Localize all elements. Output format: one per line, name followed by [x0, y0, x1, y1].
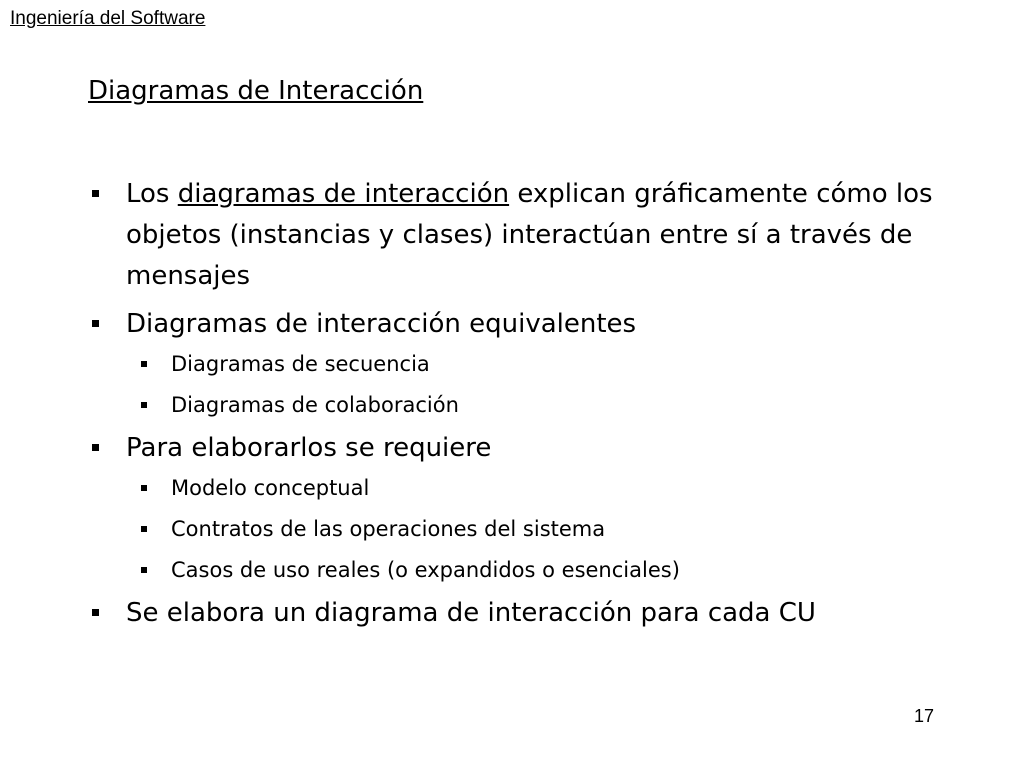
- square-bullet-icon: [141, 402, 147, 408]
- sub-bullet-item: [88, 390, 988, 421]
- bullet-text: Se elabora un diagrama de interacción para cada CU: [126, 598, 816, 628]
- bullet-item-equivalent-diagrams: [88, 304, 988, 345]
- sub-bullet-text: Modelo conceptual: [171, 476, 370, 500]
- course-header: Ingeniería del Software: [10, 8, 206, 29]
- bullet-emphasis: diagramas de interacción: [177, 179, 510, 209]
- bullet-item-definition: [88, 174, 988, 297]
- sub-bullet-item: [88, 555, 988, 586]
- square-bullet-icon: [141, 361, 147, 367]
- bullet-text: Para elaborarlos se requiere: [126, 433, 492, 463]
- sub-bullet-text: Diagramas de colaboración: [171, 393, 459, 417]
- square-bullet-icon: [92, 190, 99, 197]
- sub-bullet-item: [88, 349, 988, 380]
- sub-bullet-text: Contratos de las operaciones del sistema: [171, 517, 606, 541]
- square-bullet-icon: [141, 526, 147, 532]
- slide-title: Diagramas de Interacción: [88, 76, 424, 106]
- bullet-item-per-use-case: [88, 593, 988, 634]
- square-bullet-icon: [141, 567, 147, 573]
- square-bullet-icon: [92, 444, 99, 451]
- sub-bullet-item: [88, 514, 988, 545]
- square-bullet-icon: [92, 320, 99, 327]
- page-number: 17: [914, 706, 935, 726]
- bullet-text: Diagramas de interacción equivalentes: [126, 309, 637, 339]
- bullet-item-requirements: [88, 428, 988, 469]
- bullet-prefix: Los: [126, 179, 178, 209]
- sub-bullet-text: Diagramas de secuencia: [171, 352, 430, 376]
- square-bullet-icon: [92, 609, 99, 616]
- bullet-suffix: explican gráficamente cómo los objetos (instancias y clases) interactúan entre sí a través de mensajes: [126, 179, 933, 291]
- square-bullet-icon: [141, 485, 147, 491]
- sub-bullet-text: Casos de uso reales (o expandidos o esenciales): [171, 558, 680, 582]
- bullet-list: [88, 174, 988, 634]
- sub-bullet-item: [88, 473, 988, 504]
